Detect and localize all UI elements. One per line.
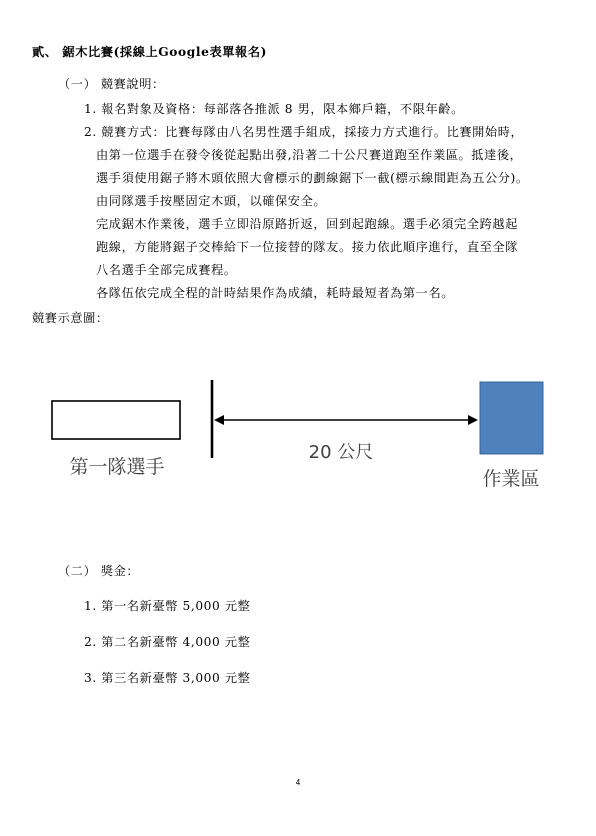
arrow-head-left (214, 415, 224, 425)
item2-line: 完成鋸木作業後，選手立即沿原路折返，回到起跑線。選手必須完全跨越起 (96, 217, 518, 231)
page-number: 4 (295, 778, 301, 787)
diagram-caption: 競賽示意圖： (32, 311, 109, 325)
work-zone-box (480, 382, 543, 454)
race-diagram (0, 370, 596, 510)
item2-line: 各隊伍依完成全程的計時結果作為成績，耗時最短者為第一名。 (96, 286, 455, 300)
work-zone-label: 作業區 (482, 468, 540, 490)
item2-line: 跑線，方能將鋸子交棒給下一位接替的隊友。接力依此順序進行，直至全隊 (96, 240, 518, 254)
prize-item: 3. 第三名新臺幣 3,000 元整 (84, 671, 251, 685)
prize-item: 2. 第二名新臺幣 4,000 元整 (84, 635, 251, 649)
part2-heading: （二） 獎金： (58, 564, 140, 578)
player-label: 第一隊選手 (69, 456, 165, 478)
arrow-head-right (468, 415, 478, 425)
prize-item: 1. 第一名新臺幣 5,000 元整 (84, 599, 251, 613)
item2-line: 選手須使用鋸子將木頭依照大會標示的劃線鋸下一截(標示線間距為五公分)。 (96, 171, 529, 185)
item1-text: 1. 報名對象及資格：每部落各推派 8 男，限本鄉戶籍，不限年齡。 (84, 102, 464, 116)
section-title: 貳、 鋸木比賽(採線上Google表單報名) (32, 45, 267, 59)
item2-line: 由同隊選手按壓固定木頭，以確保安全。 (96, 194, 327, 208)
distance-label: 20 公尺 (308, 442, 374, 463)
part1-heading: （一） 競賽說明： (58, 77, 165, 91)
item2-line: 由第一位選手在發令後從起點出發,沿著二十公尺賽道跑至作業區。抵達後， (96, 148, 523, 162)
item2-line: 2. 競賽方式：比賽每隊由八名男性選手組成，採接力方式進行。比賽開始時， (84, 125, 524, 139)
item2-line: 八名選手全部完成賽程。 (96, 263, 237, 277)
start-player-box (52, 401, 180, 439)
